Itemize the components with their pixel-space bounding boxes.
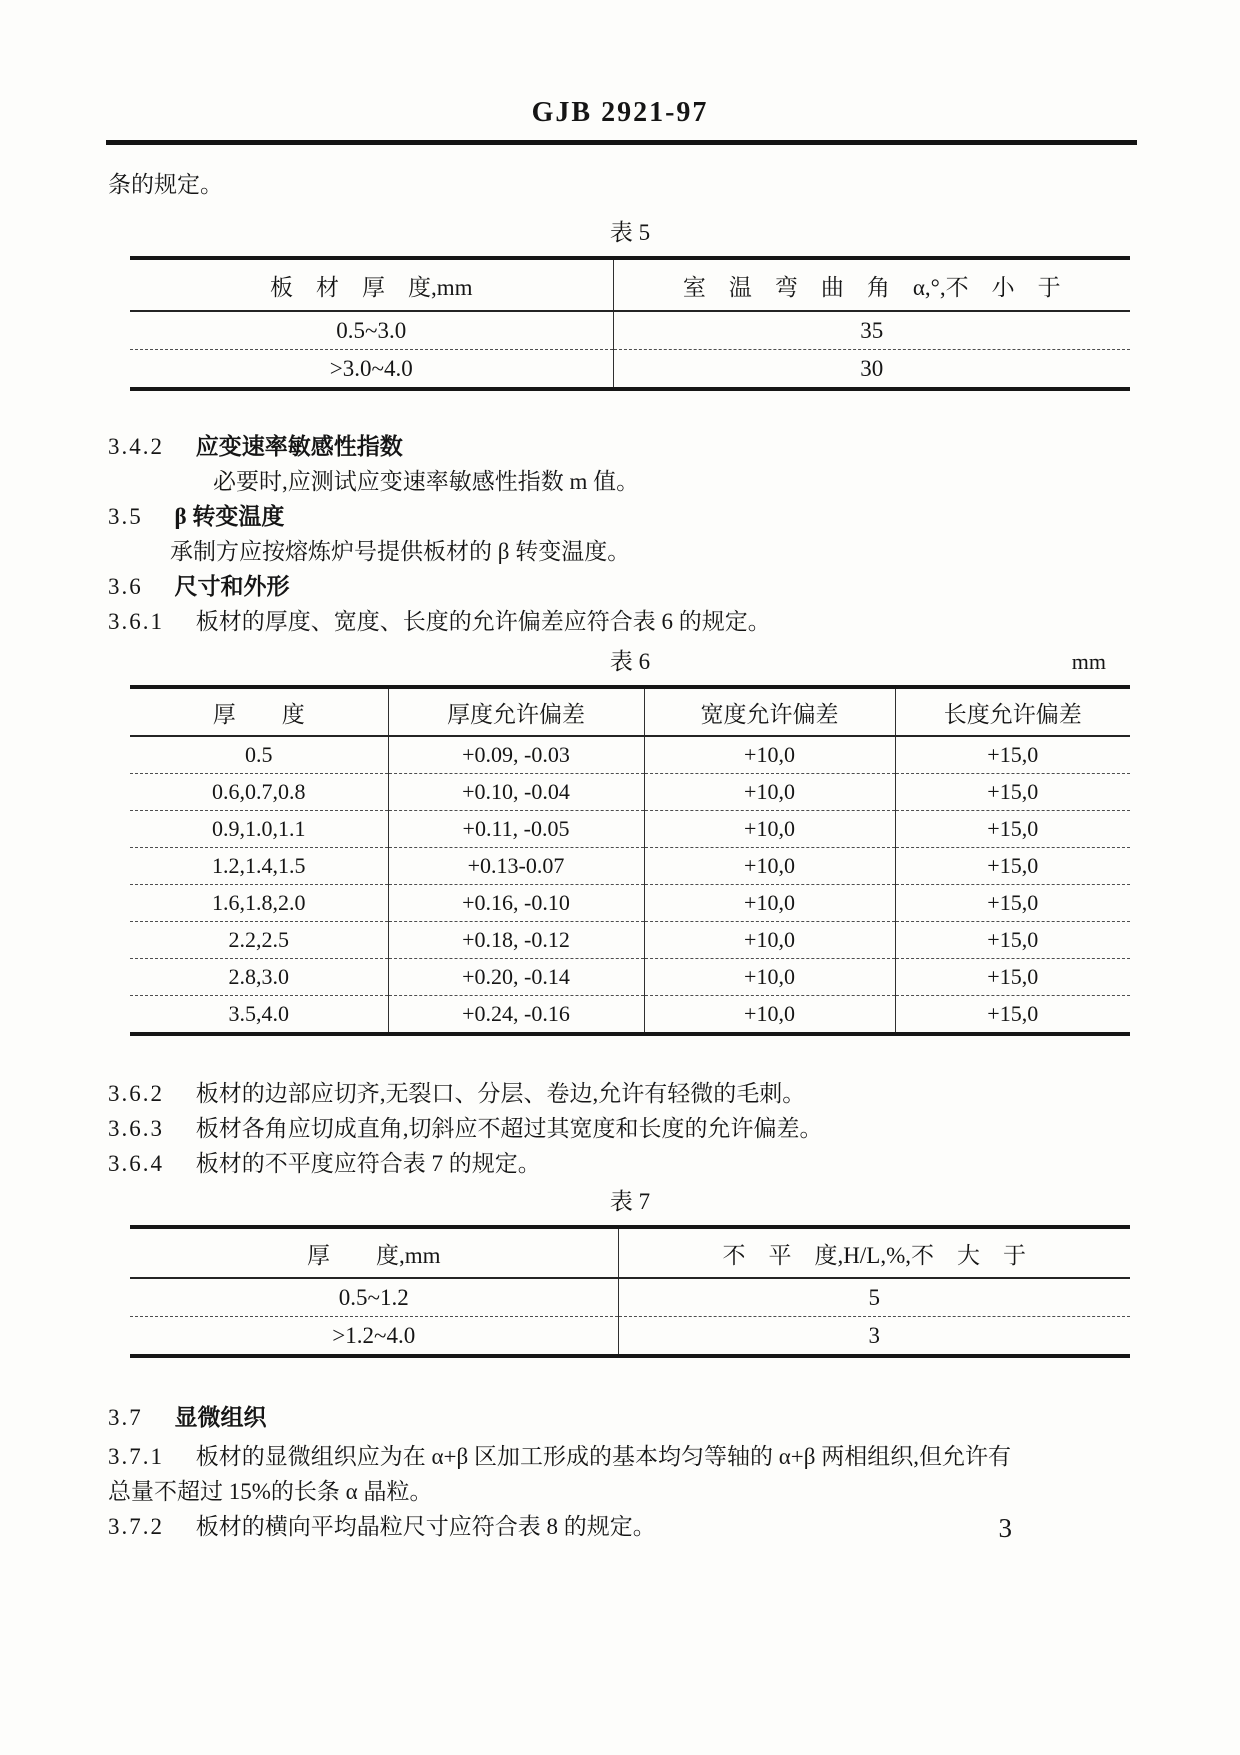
- table-cell: 1.2,1.4,1.5: [130, 848, 388, 885]
- page-content: [0, 167, 1240, 1544]
- section-text: 板材的显微组织应为在 α+β 区加工形成的基本均匀等轴的 α+β 两相组织,但允许有: [195, 1444, 1011, 1469]
- section-number: 3.6.2: [108, 1081, 164, 1106]
- section-3-7-2: [108, 1509, 1135, 1544]
- section-3-6-heading: [108, 569, 1135, 604]
- column-header: 厚 度: [130, 687, 388, 736]
- table6-caption-row: [130, 645, 1130, 679]
- table-cell: +15,0: [895, 922, 1130, 959]
- table-cell: +0.09, -0.03: [388, 736, 644, 774]
- section-3-6-3: [108, 1111, 1135, 1146]
- column-header: 室 温 弯 曲 角 α,°,不 小 于: [613, 258, 1130, 311]
- table-cell: +0.18, -0.12: [388, 922, 644, 959]
- section-3-6-1: [108, 604, 1135, 639]
- table-cell: +0.20, -0.14: [388, 959, 644, 996]
- table-cell: +10,0: [644, 774, 895, 811]
- section-text: 板材各角应切成直角,切斜应不超过其宽度和长度的允许偏差。: [195, 1116, 823, 1141]
- section-3-5-heading: [108, 499, 1135, 534]
- table-header-row: [130, 1227, 1130, 1278]
- table-cell: +10,0: [644, 811, 895, 848]
- section-number: 3.6.3: [108, 1116, 164, 1141]
- section-3-7-1: [108, 1439, 1135, 1474]
- section-3-5-body: 承制方应按熔炼炉号提供板材的 β 转变温度。: [170, 539, 631, 564]
- table-cell: +10,0: [644, 959, 895, 996]
- intro-paragraph: 条的规定。: [108, 172, 223, 197]
- table-cell: 35: [613, 311, 1130, 350]
- table-header-row: [130, 258, 1130, 311]
- section-number: 3.6: [108, 574, 143, 599]
- table-cell: 0.6,0.7,0.8: [130, 774, 388, 811]
- table-row: [130, 736, 1130, 774]
- table-cell: +15,0: [895, 959, 1130, 996]
- section-3-4-2-body: 必要时,应测试应变速率敏感性指数 m 值。: [213, 469, 640, 494]
- table-row: [130, 959, 1130, 996]
- section-number: 3.4.2: [108, 434, 164, 459]
- table-row: [130, 1278, 1130, 1317]
- section-number: 3.6.1: [108, 609, 164, 634]
- table-row: [130, 774, 1130, 811]
- table-5: [130, 256, 1130, 391]
- table-row: [130, 311, 1130, 350]
- table-header-row: [130, 687, 1130, 736]
- page-number: 3: [998, 1513, 1012, 1543]
- table-row: [130, 922, 1130, 959]
- table-cell: 0.5~1.2: [338, 1284, 409, 1310]
- table-cell: +10,0: [644, 996, 895, 1035]
- table-cell: +15,0: [895, 848, 1130, 885]
- table-cell: 1.6,1.8,2.0: [130, 885, 388, 922]
- table-cell: 0.5: [245, 742, 273, 767]
- section-number: 3.7.1: [108, 1444, 164, 1469]
- table-cell: >3.0~4.0: [130, 350, 613, 390]
- section-number: 3.6.4: [108, 1151, 164, 1176]
- section-text: 板材的不平度应符合表 7 的规定。: [195, 1151, 541, 1176]
- table-cell: 3: [618, 1317, 1130, 1357]
- table-row: [130, 996, 1130, 1035]
- table7-title: 表 7: [609, 1189, 651, 1214]
- table-cell: +15,0: [895, 885, 1130, 922]
- table-cell: 2.2,2.5: [130, 922, 388, 959]
- table-cell: 0.5~3.0: [336, 317, 407, 343]
- table-cell: +10,0: [644, 736, 895, 774]
- table-cell: 5: [618, 1278, 1130, 1317]
- section-number: 3.7.2: [108, 1514, 164, 1539]
- table-7: [130, 1225, 1130, 1358]
- section-text: 板材的边部应切齐,无裂口、分层、卷边,允许有轻微的毛刺。: [195, 1081, 806, 1106]
- section-text: 板材的厚度、宽度、长度的允许偏差应符合表 6 的规定。: [195, 609, 771, 634]
- section-3-7-1-continued: 总量不超过 15%的长条 α 晶粒。: [108, 1479, 433, 1504]
- section-title: 尺寸和外形: [174, 574, 290, 599]
- table-cell: 30: [613, 350, 1130, 390]
- column-header: 板 材 厚 度,mm: [130, 258, 613, 311]
- column-header: 宽度允许偏差: [644, 687, 895, 736]
- section-title: 显微组织: [174, 1405, 267, 1430]
- table-cell: +10,0: [644, 885, 895, 922]
- table-cell: +0.16, -0.10: [388, 885, 644, 922]
- table-cell: +0.10, -0.04: [388, 774, 644, 811]
- section-3-6-4: [108, 1146, 1135, 1181]
- table5-title: 表 5: [609, 220, 651, 245]
- table-row: [130, 885, 1130, 922]
- table-cell: +10,0: [644, 922, 895, 959]
- table-cell: +15,0: [895, 774, 1130, 811]
- table-cell: 0.9,1.0,1.1: [130, 811, 388, 848]
- section-number: 3.7: [108, 1405, 143, 1430]
- section-3-6-2: [108, 1076, 1135, 1111]
- table-cell: +0.24, -0.16: [388, 996, 644, 1035]
- section-3-4-2-heading: [108, 429, 1135, 464]
- section-number: 3.5: [108, 504, 143, 529]
- table-cell: 2.8,3.0: [130, 959, 388, 996]
- column-header: 不 平 度,H/L,%,不 大 于: [618, 1227, 1130, 1278]
- table-cell: +15,0: [895, 996, 1130, 1035]
- table-row: [130, 811, 1130, 848]
- table6-unit-label: mm: [1071, 649, 1106, 674]
- column-header: 厚度允许偏差: [388, 687, 644, 736]
- header-rule: [106, 140, 1137, 145]
- table-row: [130, 1317, 1130, 1357]
- table-cell: +0.11, -0.05: [388, 811, 644, 848]
- table-cell: +0.13-0.07: [388, 848, 644, 885]
- section-text: 板材的横向平均晶粒尺寸应符合表 8 的规定。: [195, 1514, 656, 1539]
- table-cell: +10,0: [644, 848, 895, 885]
- section-3-7-heading: [108, 1400, 1135, 1435]
- table-6: [130, 685, 1130, 1036]
- table-row: [130, 848, 1130, 885]
- table-cell: +15,0: [895, 736, 1130, 774]
- table-cell: >1.2~4.0: [130, 1317, 618, 1357]
- section-title: β 转变温度: [174, 504, 285, 529]
- table-cell: 3.5,4.0: [130, 996, 388, 1035]
- standard-code-title: GJB 2921-97: [531, 97, 709, 128]
- table-row: [130, 350, 1130, 390]
- table6-title: 表 6: [609, 649, 651, 674]
- table-cell: +15,0: [895, 811, 1130, 848]
- column-header: 长度允许偏差: [895, 687, 1130, 736]
- section-title: 应变速率敏感性指数: [195, 434, 403, 459]
- column-header: 厚 度,mm: [130, 1227, 618, 1278]
